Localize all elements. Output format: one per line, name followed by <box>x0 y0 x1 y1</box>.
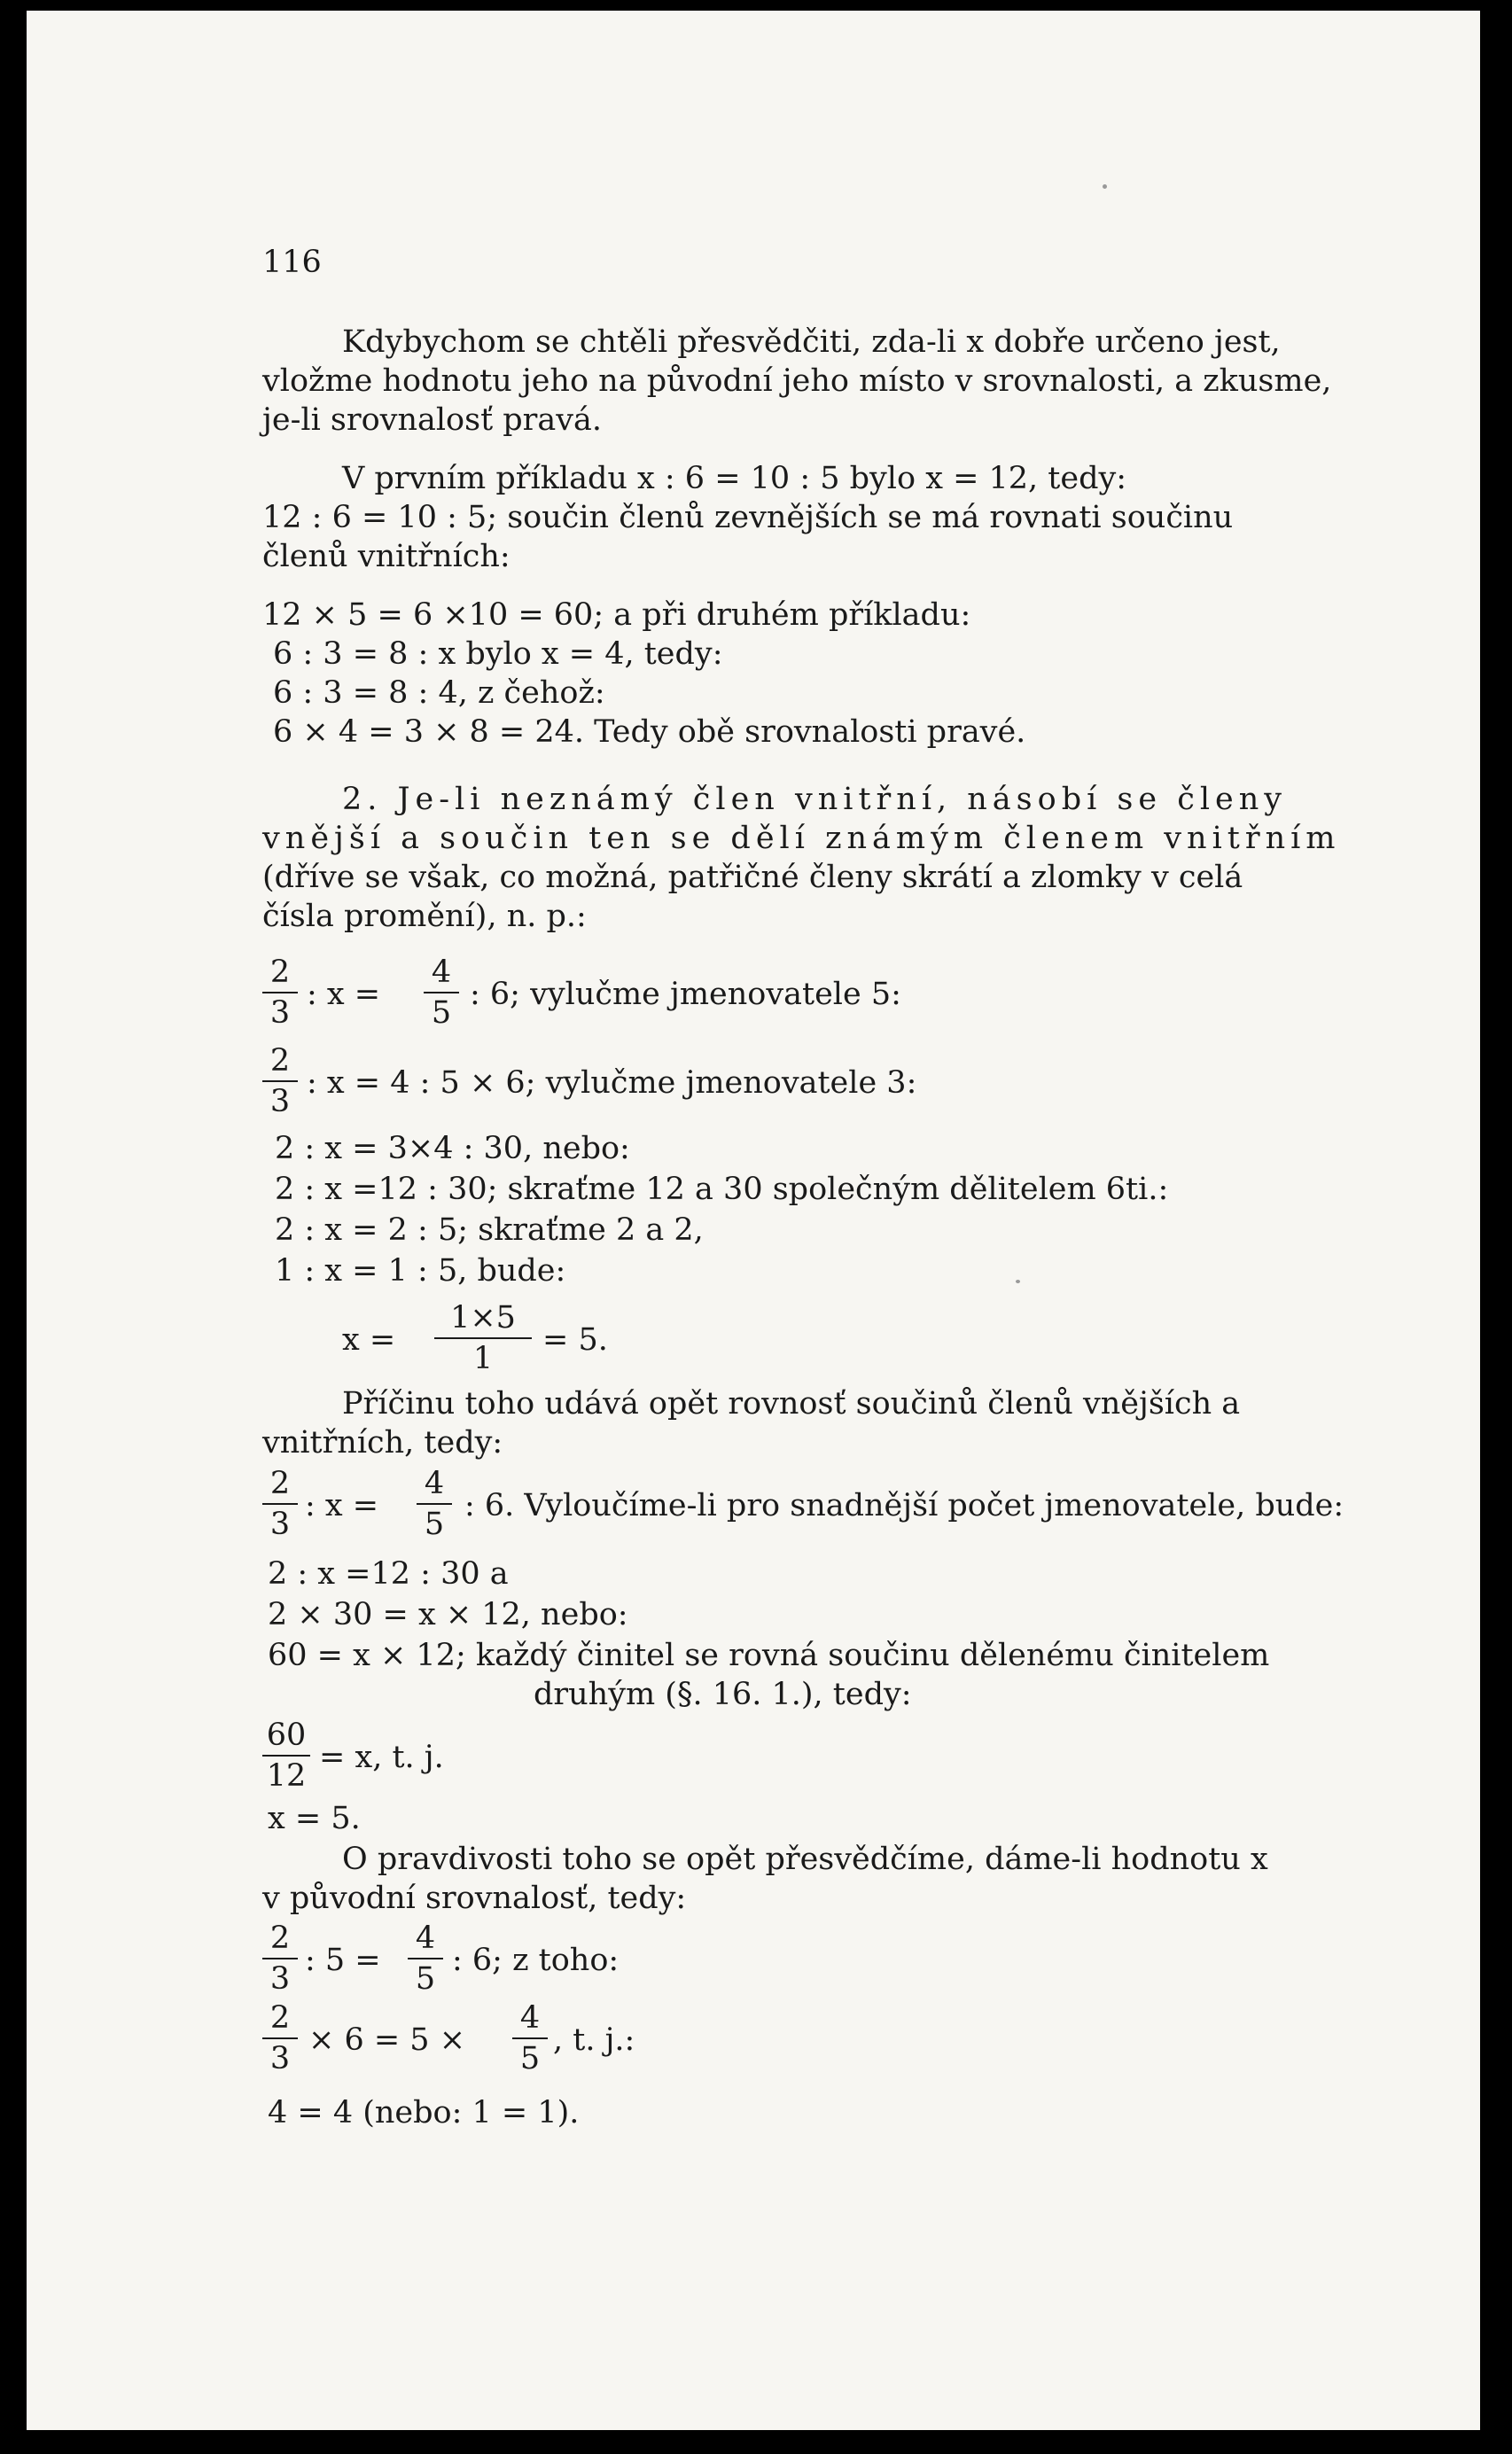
equation-part: : 6; vylučme jmenovatele 5: <box>470 977 901 1012</box>
equation-part: , t. j.: <box>553 2022 635 2058</box>
fraction: 4 5 <box>417 1466 452 1542</box>
text-line: vložme hodnotu jeho na původní jeho místo v srovnalosti, a zkusme, <box>262 363 1332 399</box>
equation-part: : x = <box>305 1488 379 1523</box>
text-line-spaced: vnější a součin ten se dělí známým členem vnitřním <box>262 821 1341 856</box>
fraction: 4 5 <box>424 954 459 1031</box>
equation-line: x = 5. <box>268 1801 361 1836</box>
text-line: vnitřních, tedy: <box>262 1425 503 1461</box>
page-number: 116 <box>262 245 322 280</box>
fraction: 2 3 <box>262 1920 298 1997</box>
equation-part: : x = <box>307 977 381 1012</box>
text-line: 12 : 6 = 10 : 5; součin členů zevnějších se má rovnati součinu <box>262 500 1234 535</box>
equation-line: 6 : 3 = 8 : x bylo x = 4, tedy: <box>273 636 723 672</box>
fraction: 60 12 <box>262 1718 310 1794</box>
equation-part: × 6 = 5 × <box>308 2022 466 2058</box>
equation-part: = x, t. j. <box>319 1740 444 1775</box>
equation-line: 60 = x × 12; každý činitel se rovná součinu dělenému činitelem <box>268 1638 1270 1673</box>
scan-speck <box>1103 184 1107 189</box>
text-line: v původní srovnalosť, tedy: <box>262 1881 687 1916</box>
text-line: čísla promění), n. p.: <box>262 899 587 934</box>
fraction: 4 5 <box>512 2000 548 2076</box>
equation-line: druhým (§. 16. 1.), tedy: <box>534 1677 912 1712</box>
equation-part: = 5. <box>542 1322 608 1358</box>
text-line-spaced: 2. Je-li neznámý člen vnitřní, násobí se členy <box>342 782 1288 817</box>
text-line: členů vnitřních: <box>262 539 510 574</box>
equation-part: : 5 = <box>305 1943 381 1978</box>
text-line: Příčinu toho udává opět rovnosť součinů členů vnějších a <box>342 1386 1241 1422</box>
fraction: 2 3 <box>262 1043 298 1119</box>
fraction: 2 3 <box>262 1466 298 1542</box>
equation-part: : 6; z toho: <box>452 1943 620 1978</box>
fraction: 2 3 <box>262 954 298 1031</box>
text-line: je-li srovnalosť pravá. <box>262 402 603 438</box>
text-line: O pravdivosti toho se opět přesvědčíme, dáme-li hodnotu x <box>342 1842 1268 1877</box>
equation-line: 12 × 5 = 6 ×10 = 60; a při druhém příkladu: <box>262 597 971 633</box>
equation-line: 2 : x =12 : 30; skraťme 12 a 30 společným dělitelem 6ti.: <box>275 1172 1169 1207</box>
equation-line: 2 : x =12 : 30 a <box>268 1556 509 1592</box>
text-line: V prvním příkladu x : 6 = 10 : 5 bylo x = 12, tedy: <box>342 461 1127 496</box>
fraction: 4 5 <box>408 1920 443 1997</box>
equation-line: 2 : x = 2 : 5; skraťme 2 a 2, <box>275 1212 704 1248</box>
equation-line: 6 : 3 = 8 : 4, z čehož: <box>273 675 605 711</box>
equation-line: 4 = 4 (nebo: 1 = 1). <box>268 2095 580 2131</box>
scan-speck <box>1016 1280 1020 1283</box>
text-line: (dříve se však, co možná, patřičné členy skrátí a zlomky v celá <box>262 860 1243 895</box>
equation-line: 6 × 4 = 3 × 8 = 24. Tedy obě srovnalosti pravé. <box>273 714 1026 750</box>
fraction: 2 3 <box>262 2000 298 2076</box>
equation-line: 2 × 30 = x × 12, nebo: <box>268 1597 628 1632</box>
equation-line: 1 : x = 1 : 5, bude: <box>275 1253 566 1289</box>
equation-part: : 6. Vyloučíme-li pro snadnější počet jmenovatele, bude: <box>464 1488 1344 1523</box>
equation-line: 2 : x = 3×4 : 30, nebo: <box>275 1131 630 1166</box>
text-line: Kdybychom se chtěli přesvědčiti, zda-li x dobře určeno jest, <box>342 324 1281 360</box>
book-page <box>27 11 1480 2430</box>
equation-part: x = <box>342 1322 396 1358</box>
equation-part: : x = 4 : 5 × 6; vylučme jmenovatele 3: <box>307 1065 917 1101</box>
fraction: 1×5 1 <box>434 1300 532 1376</box>
